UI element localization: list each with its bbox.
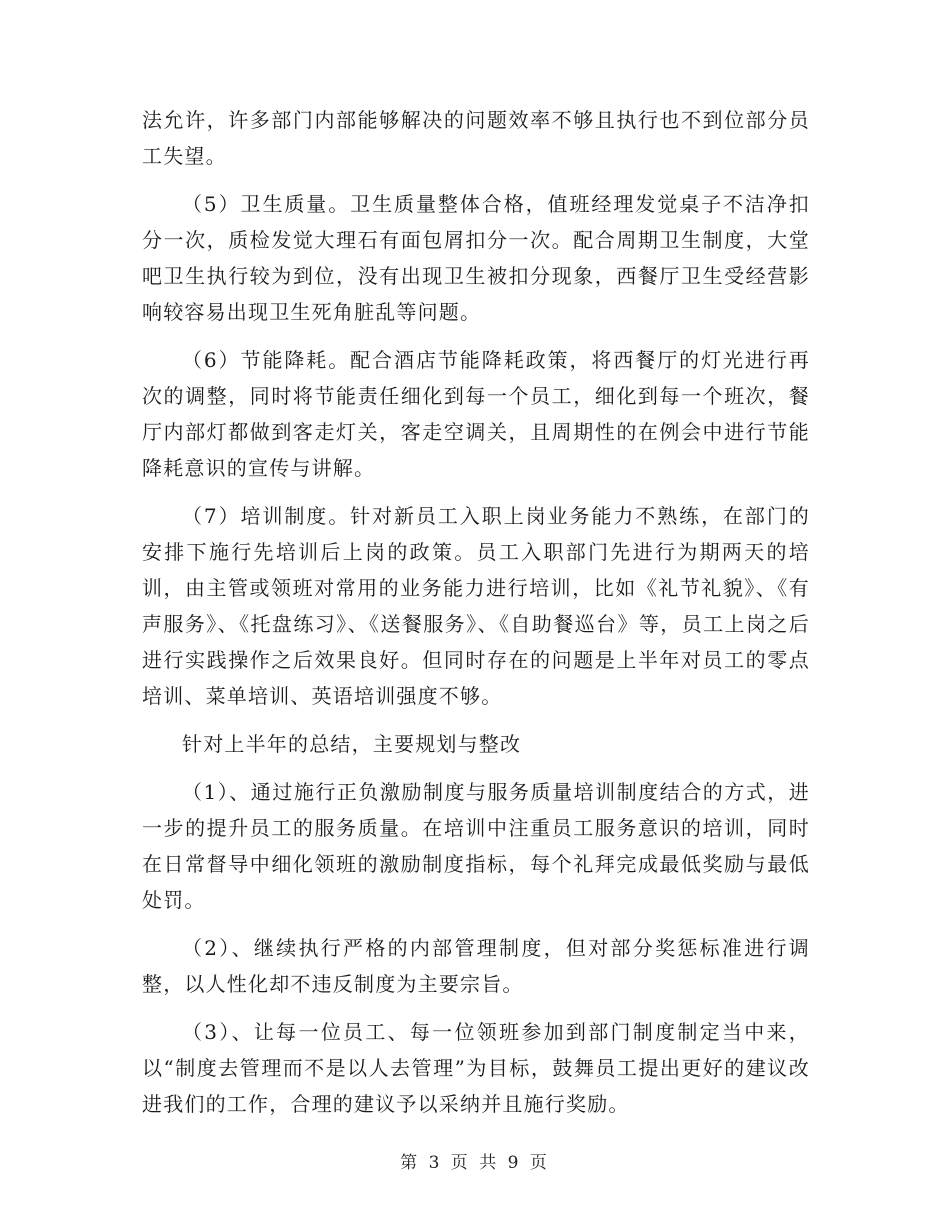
- paragraph-plan-item-2: （2）、继续执行严格的内部管理制度，但对部分奖惩标准进行调整，以人性化却不违反制度为主要宗旨。: [142, 936, 810, 996]
- paragraph-training-system: （7）培训制度。针对新员工入职上岗业务能力不熟练，在部门的安排下施行先培训后上岗的政策。员工入职部门先进行为期两天的培训，由主管或领班对常用的业务能力进行培训，比如《礼节礼貌》、《有声服务》、《托盘练习》、《送餐服务》、《自助餐巡台》等，员工上岗之后进行实践操作之后效果良好。但同时存在的问题是上半年对员工的零点培训、菜单培训、英语培训强度不够。: [142, 504, 810, 708]
- paragraph-plan-item-3: （3）、让每一位员工、每一位领班参加到部门制度制定当中来，以“制度去管理而不是以人去管理”为目标，鼓舞员工提出更好的建议改进我们的工作，合理的建议予以采纳并且施行奖励。: [142, 1020, 810, 1116]
- paragraph-continuation: 法允许，许多部门内部能够解决的问题效率不够且执行也不到位部分员工失望。: [142, 108, 810, 168]
- paragraph-energy-saving: （6）节能降耗。配合酒店节能降耗政策，将西餐厅的灯光进行再次的调整，同时将节能责任细化到每一个员工，细化到每一个班次，餐厅内部灯都做到客走灯关，客走空调关，且周期性的在例会中进行节能降耗意识的宣传与讲解。: [142, 348, 810, 480]
- paragraph-summary-heading: 针对上半年的总结，主要规划与整改: [182, 732, 522, 756]
- page-number-footer: 第 3 页 共 9 页: [400, 1153, 550, 1173]
- paragraph-plan-item-1: （1）、通过施行正负激励制度与服务质量培训制度结合的方式，进一步的提升员工的服务质量。在培训中注重员工服务意识的培训，同时在日常督导中细化领班的激励制度指标，每个礼拜完成最低奖励与最低处罚。: [142, 780, 810, 912]
- paragraph-hygiene-quality: （5）卫生质量。卫生质量整体合格，值班经理发觉桌子不洁净扣分一次，质检发觉大理石有面包屑扣分一次。配合周期卫生制度，大堂吧卫生执行较为到位，没有出现卫生被扣分现象，西餐厅卫生受经营影响较容易出现卫生死角脏乱等问题。: [142, 192, 810, 324]
- document-body: [142, 102, 810, 1134]
